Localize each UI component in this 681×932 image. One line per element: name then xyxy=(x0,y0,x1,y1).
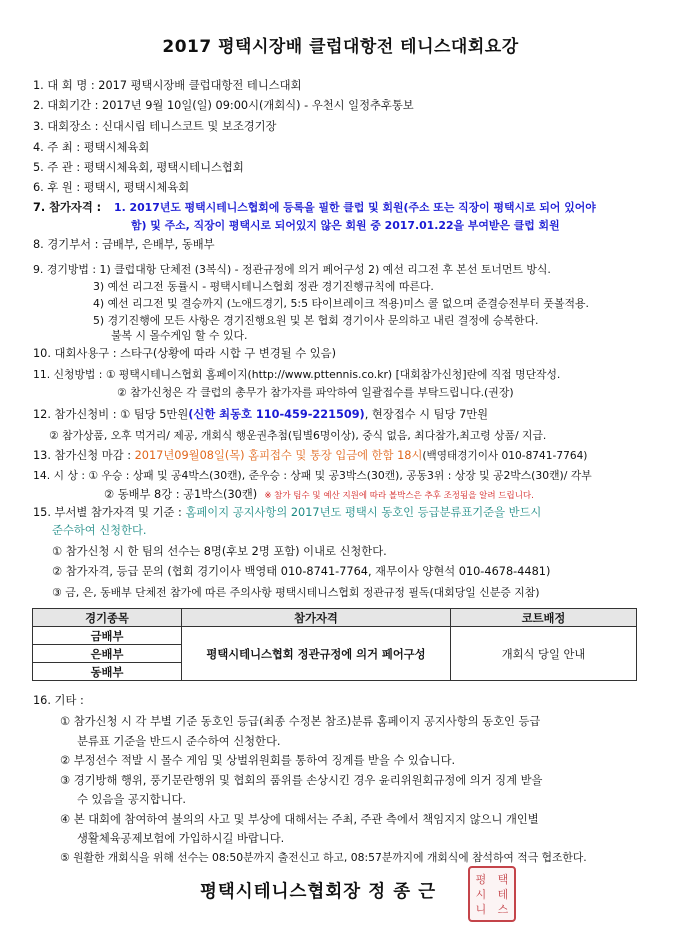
item-etc-4b: 생활체육공제보험에 가입하시길 바랍니다. xyxy=(77,832,285,845)
item-fee-account: (신한 최동호 110-459-221509) xyxy=(188,408,365,421)
item-eligibility-line2: 함) 및 주소, 직장이 평택시로 되어있지 않은 회원 중 2017.01.22을 부여받은 클럽 회원 xyxy=(131,219,560,232)
item-deadline-prefix: 13. 참가신청 마감 : xyxy=(33,449,135,462)
table-header-cell: 경기종목 xyxy=(33,609,182,627)
item-eligibility-label: 7. 참가자격 : xyxy=(33,201,102,214)
item-method-line1: 9. 경기방법 : 1) 클럽대항 단체전 (3복식) - 정관규정에 의거 페어구성 2) 예선 리그전 후 본선 토너먼트 방식. xyxy=(33,263,551,276)
item-host: 4. 주 최 : 평택시체육회 xyxy=(33,141,150,154)
item-etc-3b: 수 있음을 공지합니다. xyxy=(77,793,186,806)
item-fee-prefix: 12. 참가신청비 : ① 팀당 5만원 xyxy=(33,408,189,421)
item-etc-2: ② 부정선수 적발 시 몰수 게임 및 상벌위원회를 통하여 징계를 받을 수 있습니다. xyxy=(60,754,456,767)
item-deadline-suffix: (백영태경기이사 010-8741-7764) xyxy=(422,450,588,462)
item-awards-line2-text: ② 동배부 8강 : 공1박스(30캔) xyxy=(104,488,258,501)
item-etc-4a: ④ 본 대회에 참여하여 불의의 사고 및 부상에 대해서는 주최, 주관 측에서 책임지지 않으니 개인별 xyxy=(60,813,539,826)
item-criteria-highlight1: 홈페이지 공지사항의 2017년도 평택시 동호인 등급분류표기준을 반드시 xyxy=(185,506,542,519)
item-deadline xyxy=(33,448,587,464)
item-ball: 10. 대회사용구 : 스타구(상황에 따라 시합 구 변경될 수 있음) xyxy=(33,347,336,360)
item-fee-suffix: , 현장접수 시 팀당 7만원 xyxy=(364,408,489,421)
item-criteria-sub1: ① 참가신청 시 한 팀의 선수는 8명(후보 2명 포함) 이내로 신청한다. xyxy=(52,545,387,558)
item-apply-line2: ② 참가신청은 각 클럽의 총무가 참가자를 파악하여 일괄접수를 부탁드립니다.(권장) xyxy=(117,386,514,399)
table-cell-category: 은배부 xyxy=(33,645,182,663)
item-criteria-sub3: ③ 금, 은, 동배부 단체전 참가에 따른 주의사항 평택시테니스협회 정관규정 필독(대회당일 신분증 지참) xyxy=(52,586,540,599)
item-awards-line2 xyxy=(104,487,534,504)
item-criteria-sub2: ② 참가자격, 등급 문의 (협회 경기이사 백영태 010-8741-7764, 재무이사 양현석 010-4678-4481) xyxy=(52,565,551,578)
item-sponsor: 6. 후 원 : 평택시, 평택시체육회 xyxy=(33,181,190,194)
item-method-line4: 5) 경기진행에 모든 사항은 경기진행요원 및 본 협회 경기이사 문의하고 내린 결정에 승복한다. xyxy=(93,314,539,327)
item-method-line3: 4) 예선 리그전 및 결승까지 (노애드경기, 5:5 타이브레이크 적용)미스 콜 없으며 준결승전부터 풋볼적용. xyxy=(93,297,589,310)
table-cell-court: 개회식 당일 안내 xyxy=(451,627,637,681)
item-fee-line1 xyxy=(33,407,488,423)
item-event-name: 1. 대 회 명 : 2017 평택시장배 클럽대항전 테니스대회 xyxy=(33,79,302,92)
division-table xyxy=(32,608,637,681)
item-criteria-line1 xyxy=(33,505,541,521)
item-venue: 3. 대회장소 : 신대시립 테니스코트 및 보조경기장 xyxy=(33,120,277,133)
item-awards-line1: 14. 시 상 : ① 우승 : 상패 및 공4박스(30캔), 준우승 : 상패 및 공3박스(30캔), 공동3위 : 상장 및 공2박스(30캔)/ 각부 xyxy=(33,469,592,482)
item-apply-line1: 11. 신청방법 : ① 평택시테니스협회 홈페이지(http://www.pttennis.co.kr) [대회참가신청]란에 직접 명단작성. xyxy=(33,368,561,381)
table-cell-qualification: 평택시테니스협회 정관규정에 의거 페어구성 xyxy=(182,627,451,681)
item-criteria-prefix: 15. 부서별 참가자격 및 기준 : xyxy=(33,506,186,519)
item-etc-1a: ① 참가신청 시 각 부별 기준 동호인 등급(최종 수정본 참조)분류 홈페이지 공지사항의 동호인 등급 xyxy=(60,715,541,728)
table-cell-category: 동배부 xyxy=(33,663,182,681)
official-seal-stamp: 평 택 시 테 니 스 xyxy=(468,866,516,922)
item-etc-5: ⑤ 원활한 개회식을 위해 선수는 08:50분까지 출전신고 하고, 08:57분까지에 개회식에 참석하여 적극 협조한다. xyxy=(60,851,587,864)
item-organizer: 5. 주 관 : 평택시체육회, 평택시테니스협회 xyxy=(33,161,244,174)
item-method-line2: 3) 예선 리그전 동률시 - 평택시테니스협회 정관 경기진행규칙에 따른다. xyxy=(93,280,434,293)
item-etc-3a: ③ 경기방해 행위, 풍기문란행위 및 협회의 품위를 손상시킨 경우 윤리위원회규정에 의거 징계 받을 xyxy=(60,774,543,787)
table-cell-category: 금배부 xyxy=(33,627,182,645)
item-method-line5: 불복 시 몰수게임 할 수 있다. xyxy=(111,329,248,342)
item-etc-1b: 분류표 기준을 반드시 준수하여 신청한다. xyxy=(77,735,281,748)
item-period: 2. 대회기간 : 2017년 9월 10일(일) 09:00시(개회식) - 우천시 일정추후통보 xyxy=(33,99,414,112)
item-divisions: 8. 경기부서 : 금배부, 은배부, 동배부 xyxy=(33,238,215,251)
table-header-cell: 참가자격 xyxy=(182,609,451,627)
item-eligibility-line1: 1. 2017년도 평택시테니스협회에 등록을 필한 클럽 및 회원(주소 또는 직장이 평택시로 되어 있어야 xyxy=(114,201,596,214)
signature-line: 평택시테니스협회장 정 종 근 xyxy=(200,882,437,902)
table-header-cell: 코트배정 xyxy=(451,609,637,627)
table-header-row xyxy=(33,609,637,627)
item-criteria-highlight2: 준수하여 신청한다. xyxy=(52,524,147,537)
item-deadline-highlight: 2017년09월08일(목) 홈피접수 및 통장 입금에 한함 18시 xyxy=(134,449,423,462)
page-title: 2017 평택시장배 클럽대항전 테니스대회요강 xyxy=(162,37,519,57)
item-fee-line2: ② 참가상품, 오후 먹거리/ 제공, 개회식 행운권추첨(팀별6명이상), 중식 없음, 최다참가,최고령 상품/ 지급. xyxy=(49,429,547,442)
item-awards-note: ※ 참가 팀수 및 예산 지원에 따라 볼박스은 추후 조정됨을 알려 드립니다. xyxy=(264,491,534,501)
table-row xyxy=(33,627,637,645)
item-etc-label: 16. 기타 : xyxy=(33,694,84,707)
